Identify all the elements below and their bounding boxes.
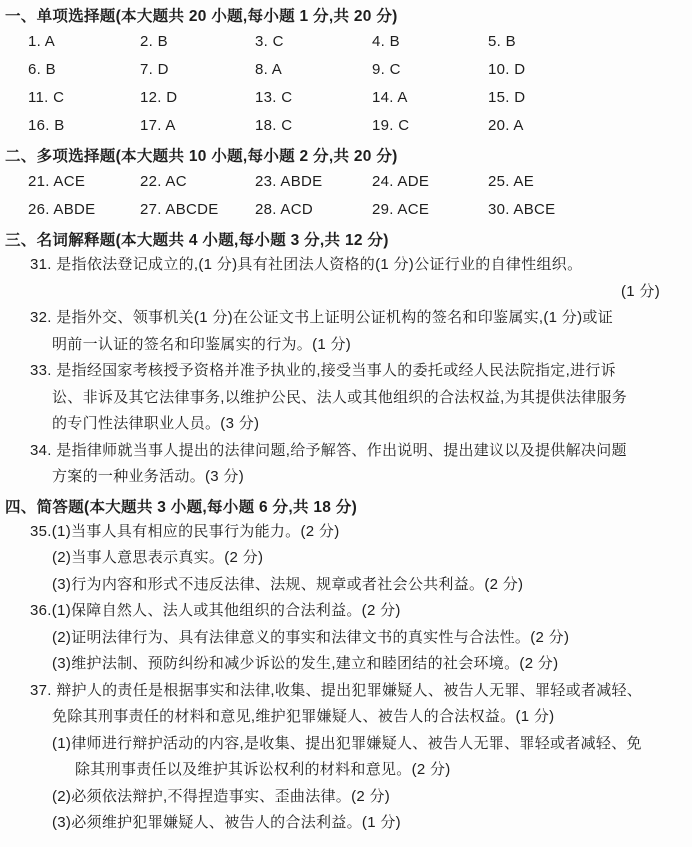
- answer-16: 16. B: [28, 117, 65, 134]
- answers-row: [0, 84, 692, 112]
- answers-row: [0, 196, 692, 224]
- answer-24: 24. ADE: [372, 173, 430, 190]
- answer-4: 4. B: [372, 33, 400, 50]
- section-heading-short-answer: 四、简答题(本大题共 3 小题,每小题 6 分,共 18 分): [5, 498, 358, 516]
- answer-29: 29. ACE: [372, 201, 430, 218]
- q36-point-1: 36.(1)保障自然人、法人或其他组织的合法利益。(2 分): [30, 602, 401, 619]
- answer-27: 27. ABCDE: [140, 201, 219, 218]
- answer-8: 8. A: [255, 61, 283, 78]
- answer-7: 7. D: [140, 61, 169, 78]
- q36-point-2: (2)证明法律行为、具有法律意义的事实和法律文书的真实性与合法性。(2 分): [52, 628, 570, 646]
- answer-6: 6. B: [28, 61, 56, 78]
- q35-point-2: (2)当事人意思表示真实。(2 分): [52, 549, 264, 566]
- q35-point-3: (3)行为内容和形式不违反法律、法规、规章或者社会公共利益。(2 分): [52, 575, 524, 593]
- answer-25: 25. AE: [488, 173, 535, 190]
- q31-score-line: (1 分): [620, 282, 660, 300]
- multi-choice-answers-grid: [0, 168, 692, 224]
- answer-5: 5. B: [488, 33, 516, 50]
- answer-15: 15. D: [488, 89, 526, 106]
- answer-13: 13. C: [255, 89, 293, 106]
- q33-line-3: 的专门性法律职业人员。(3 分): [52, 415, 260, 432]
- answer-3: 3. C: [255, 33, 284, 50]
- q37-point-2: (2)必须依法辩护,不得捏造事实、歪曲法律。(2 分): [52, 787, 391, 805]
- answers-row: [0, 168, 692, 196]
- q32-line-2: 明前一认证的签名和印鉴属实的行为。(1 分): [52, 335, 352, 353]
- q36-point-3: (3)维护法制、预防纠纷和减少诉讼的发生,建立和睦团结的社会环境。(2 分): [52, 655, 559, 672]
- q37-point-3: (3)必须维护犯罪嫌疑人、被告人的合法利益。(1 分): [52, 814, 401, 831]
- section-heading-definitions: 三、名词解释题(本大题共 4 小题,每小题 3 分,共 12 分): [5, 232, 389, 249]
- answer-28: 28. ACD: [255, 201, 313, 218]
- answer-26: 26. ABDE: [28, 201, 96, 218]
- section-heading-single-choice: 一、单项选择题(本大题共 20 小题,每小题 1 分,共 20 分): [5, 8, 398, 25]
- answer-9: 9. C: [372, 61, 401, 78]
- answer-10: 10. D: [488, 61, 526, 78]
- answer-12: 12. D: [140, 89, 178, 106]
- answer-1: 1. A: [28, 33, 56, 50]
- answer-23: 23. ABDE: [255, 173, 323, 190]
- short-answer-answers: [0, 519, 692, 837]
- answer-19: 19. C: [372, 117, 410, 134]
- q37-point-1: (1)律师进行辩护活动的内容,是收集、提出犯罪嫌疑人、被告人无罪、罪轻或者减轻、免: [52, 734, 642, 752]
- definitions-answers: [0, 252, 692, 491]
- section-heading-multi-choice: 二、多项选择题(本大题共 10 小题,每小题 2 分,共 20 分): [5, 148, 398, 165]
- answer-2: 2. B: [140, 33, 168, 50]
- answer-20: 20. A: [488, 117, 524, 134]
- answers-row: [0, 56, 692, 84]
- answer-21: 21. ACE: [28, 173, 86, 190]
- single-choice-answers-grid: [0, 28, 692, 140]
- q35-point-1: 35.(1)当事人具有相应的民事行为能力。(2 分): [30, 522, 340, 540]
- answer-11: 11. C: [28, 89, 65, 106]
- answers-row: [0, 112, 692, 140]
- q31-line-1: 31. 是指依法登记成立的,(1 分)具有社团法人资格的(1 分)公证行业的自律性组织。: [30, 256, 583, 273]
- q34-line-1: 34. 是指律师就当事人提出的法律问题,给予解答、作出说明、提出建议以及提供解决问题: [30, 441, 627, 459]
- q34-line-2: 方案的一种业务活动。(3 分): [52, 468, 245, 485]
- q37-point-1-cont: 除其刑事责任以及维护其诉讼权利的材料和意见。(2 分): [75, 761, 451, 778]
- answer-22: 22. AC: [140, 173, 187, 190]
- q33-line-1: 33. 是指经国家考核授予资格并准予执业的,接受当事人的委托或经人民法院指定,进行诉: [30, 362, 616, 379]
- q32-line-1: 32. 是指外交、领事机关(1 分)在公证文书上证明公证机构的签名和印鉴属实,(1 分)或证: [30, 309, 613, 326]
- answer-18: 18. C: [255, 117, 293, 134]
- answer-14: 14. A: [372, 89, 408, 106]
- answer-17: 17. A: [140, 117, 176, 134]
- q37-line-2: 免除其刑事责任的材料和意见,维护犯罪嫌疑人、被告人的合法权益。(1 分): [52, 708, 555, 725]
- q33-line-2: 讼、非诉及其它法律事务,以维护公民、法人或其他组织的合法权益,为其提供法律服务: [52, 388, 628, 406]
- answers-row: [0, 28, 692, 56]
- q37-line-1: 37. 辩护人的责任是根据事实和法律,收集、提出犯罪嫌疑人、被告人无罪、罪轻或者减轻、: [30, 681, 643, 699]
- answer-30: 30. ABCE: [488, 201, 556, 218]
